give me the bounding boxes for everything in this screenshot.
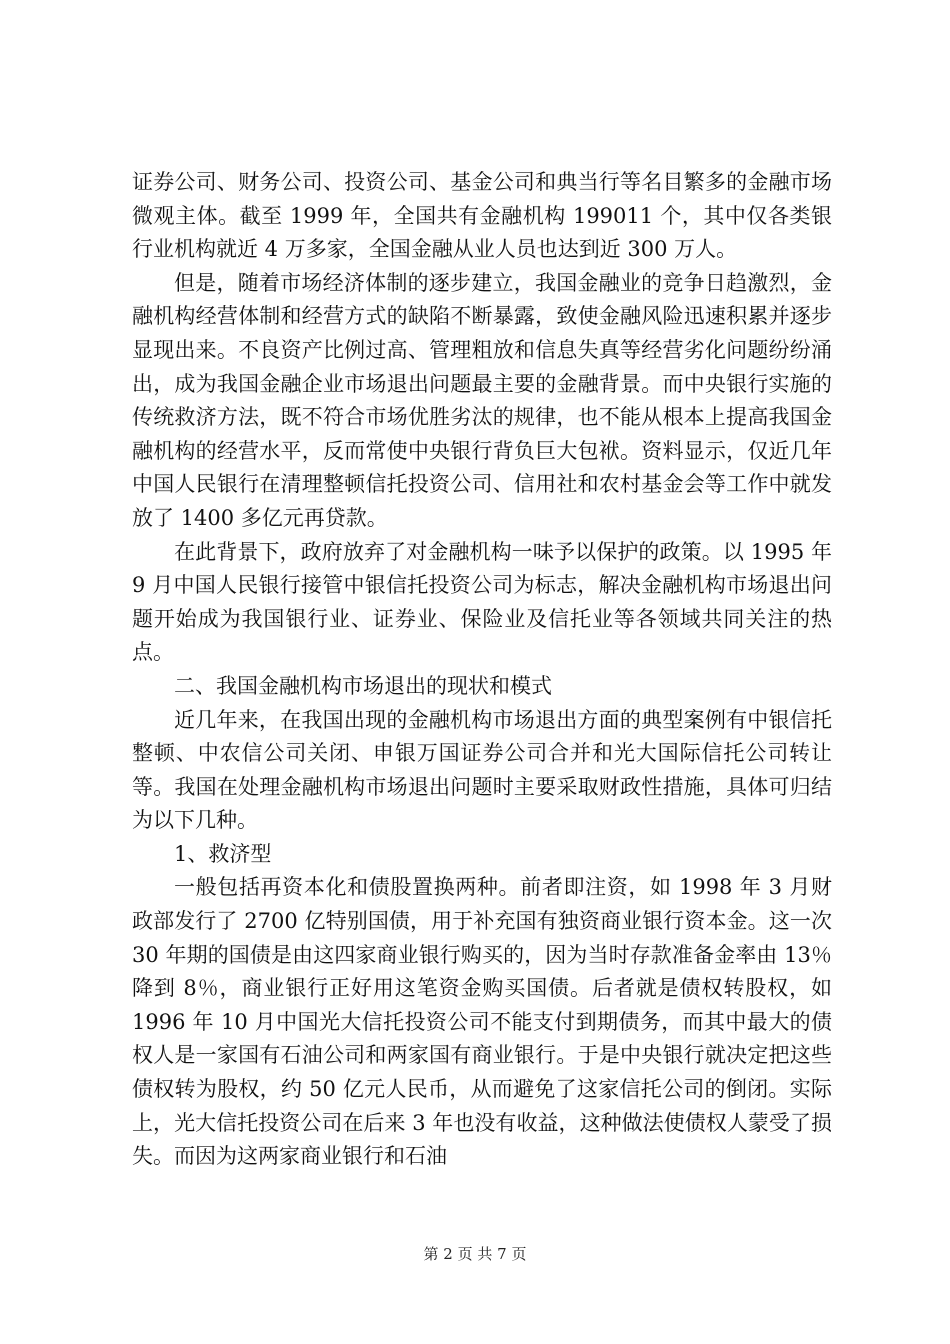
paragraph-4: 近几年来，在我国出现的金融机构市场退出方面的典型案例有中银信托整顿、中农信公司关闭、申银万国证券公司合并和光大国际信托公司转让等。我国在处理金融机构市场退出问题时主要采取财政性措施，具体可归结为以下几种。: [132, 707, 832, 833]
paragraph-3: 在此背景下，政府放弃了对金融机构一味予以保护的政策。以 1995 年 9 月中国人民银行接管中银信托投资公司为标志，解决金融机构市场退出问题开始成为我国银行业、证券业、保险业及信托业等各领域共同关注的热点。: [132, 539, 832, 665]
page-footer: [0, 1243, 950, 1264]
document-body: [132, 166, 832, 1174]
section-heading: 二、我国金融机构市场退出的现状和模式: [174, 673, 552, 698]
paragraph-1: 证券公司、财务公司、投资公司、基金公司和典当行等名目繁多的金融市场微观主体。截至 1999 年，全国共有金融机构 199011 个，其中仅各类银行业机构就近 4 万多家，全国金融从业人员也达到近 300 万人。: [132, 170, 832, 262]
paragraph-2: 但是，随着市场经济体制的逐步建立，我国金融业的竞争日趋激烈，金融机构经营体制和经营方式的缺陷不断暴露，致使金融风险迅速积累并逐步显现出来。不良资产比例过高、管理粗放和信息失真等经营劣化问题纷纷涌出，成为我国金融企业市场退出问题最主要的金融背景。而中央银行实施的传统救济方法，既不符合市场优胜劣汰的规律，也不能从根本上提高我国金融机构的经营水平，反而常使中央银行背负巨大包袱。资料显示，仅近几年中国人民银行在清理整顿信托投资公司、信用社和农村基金会等工作中就发放了 1400 多亿元再贷款。: [132, 270, 832, 530]
subsection-heading: 1、救济型: [174, 841, 272, 866]
page-number: 第 2 页 共 7 页: [423, 1245, 527, 1263]
paragraph-5: 一般包括再资本化和债股置换两种。前者即注资，如 1998 年 3 月财政部发行了 2700 亿特别国债，用于补充国有独资商业银行资本金。这一次 30 年期的国债是由这四家商业银行购买的，因为当时存款准备金率由 13％降到 8％，商业银行正好用这笔资金购买国债。后者就是债权转股权，如 1996 年 10 月中国光大信托投资公司不能支付到期债务，而其中最大的债权人是一家国有石油公司和两家国有商业银行。于是中央银行就决定把这些债权转为股权，约 50 亿元人民币，从而避免了这家信托公司的倒闭。实际上，光大信托投资公司在后来 3 年也没有收益，这种做法使债权人蒙受了损失。而因为这两家商业银行和石油: [132, 875, 832, 1169]
